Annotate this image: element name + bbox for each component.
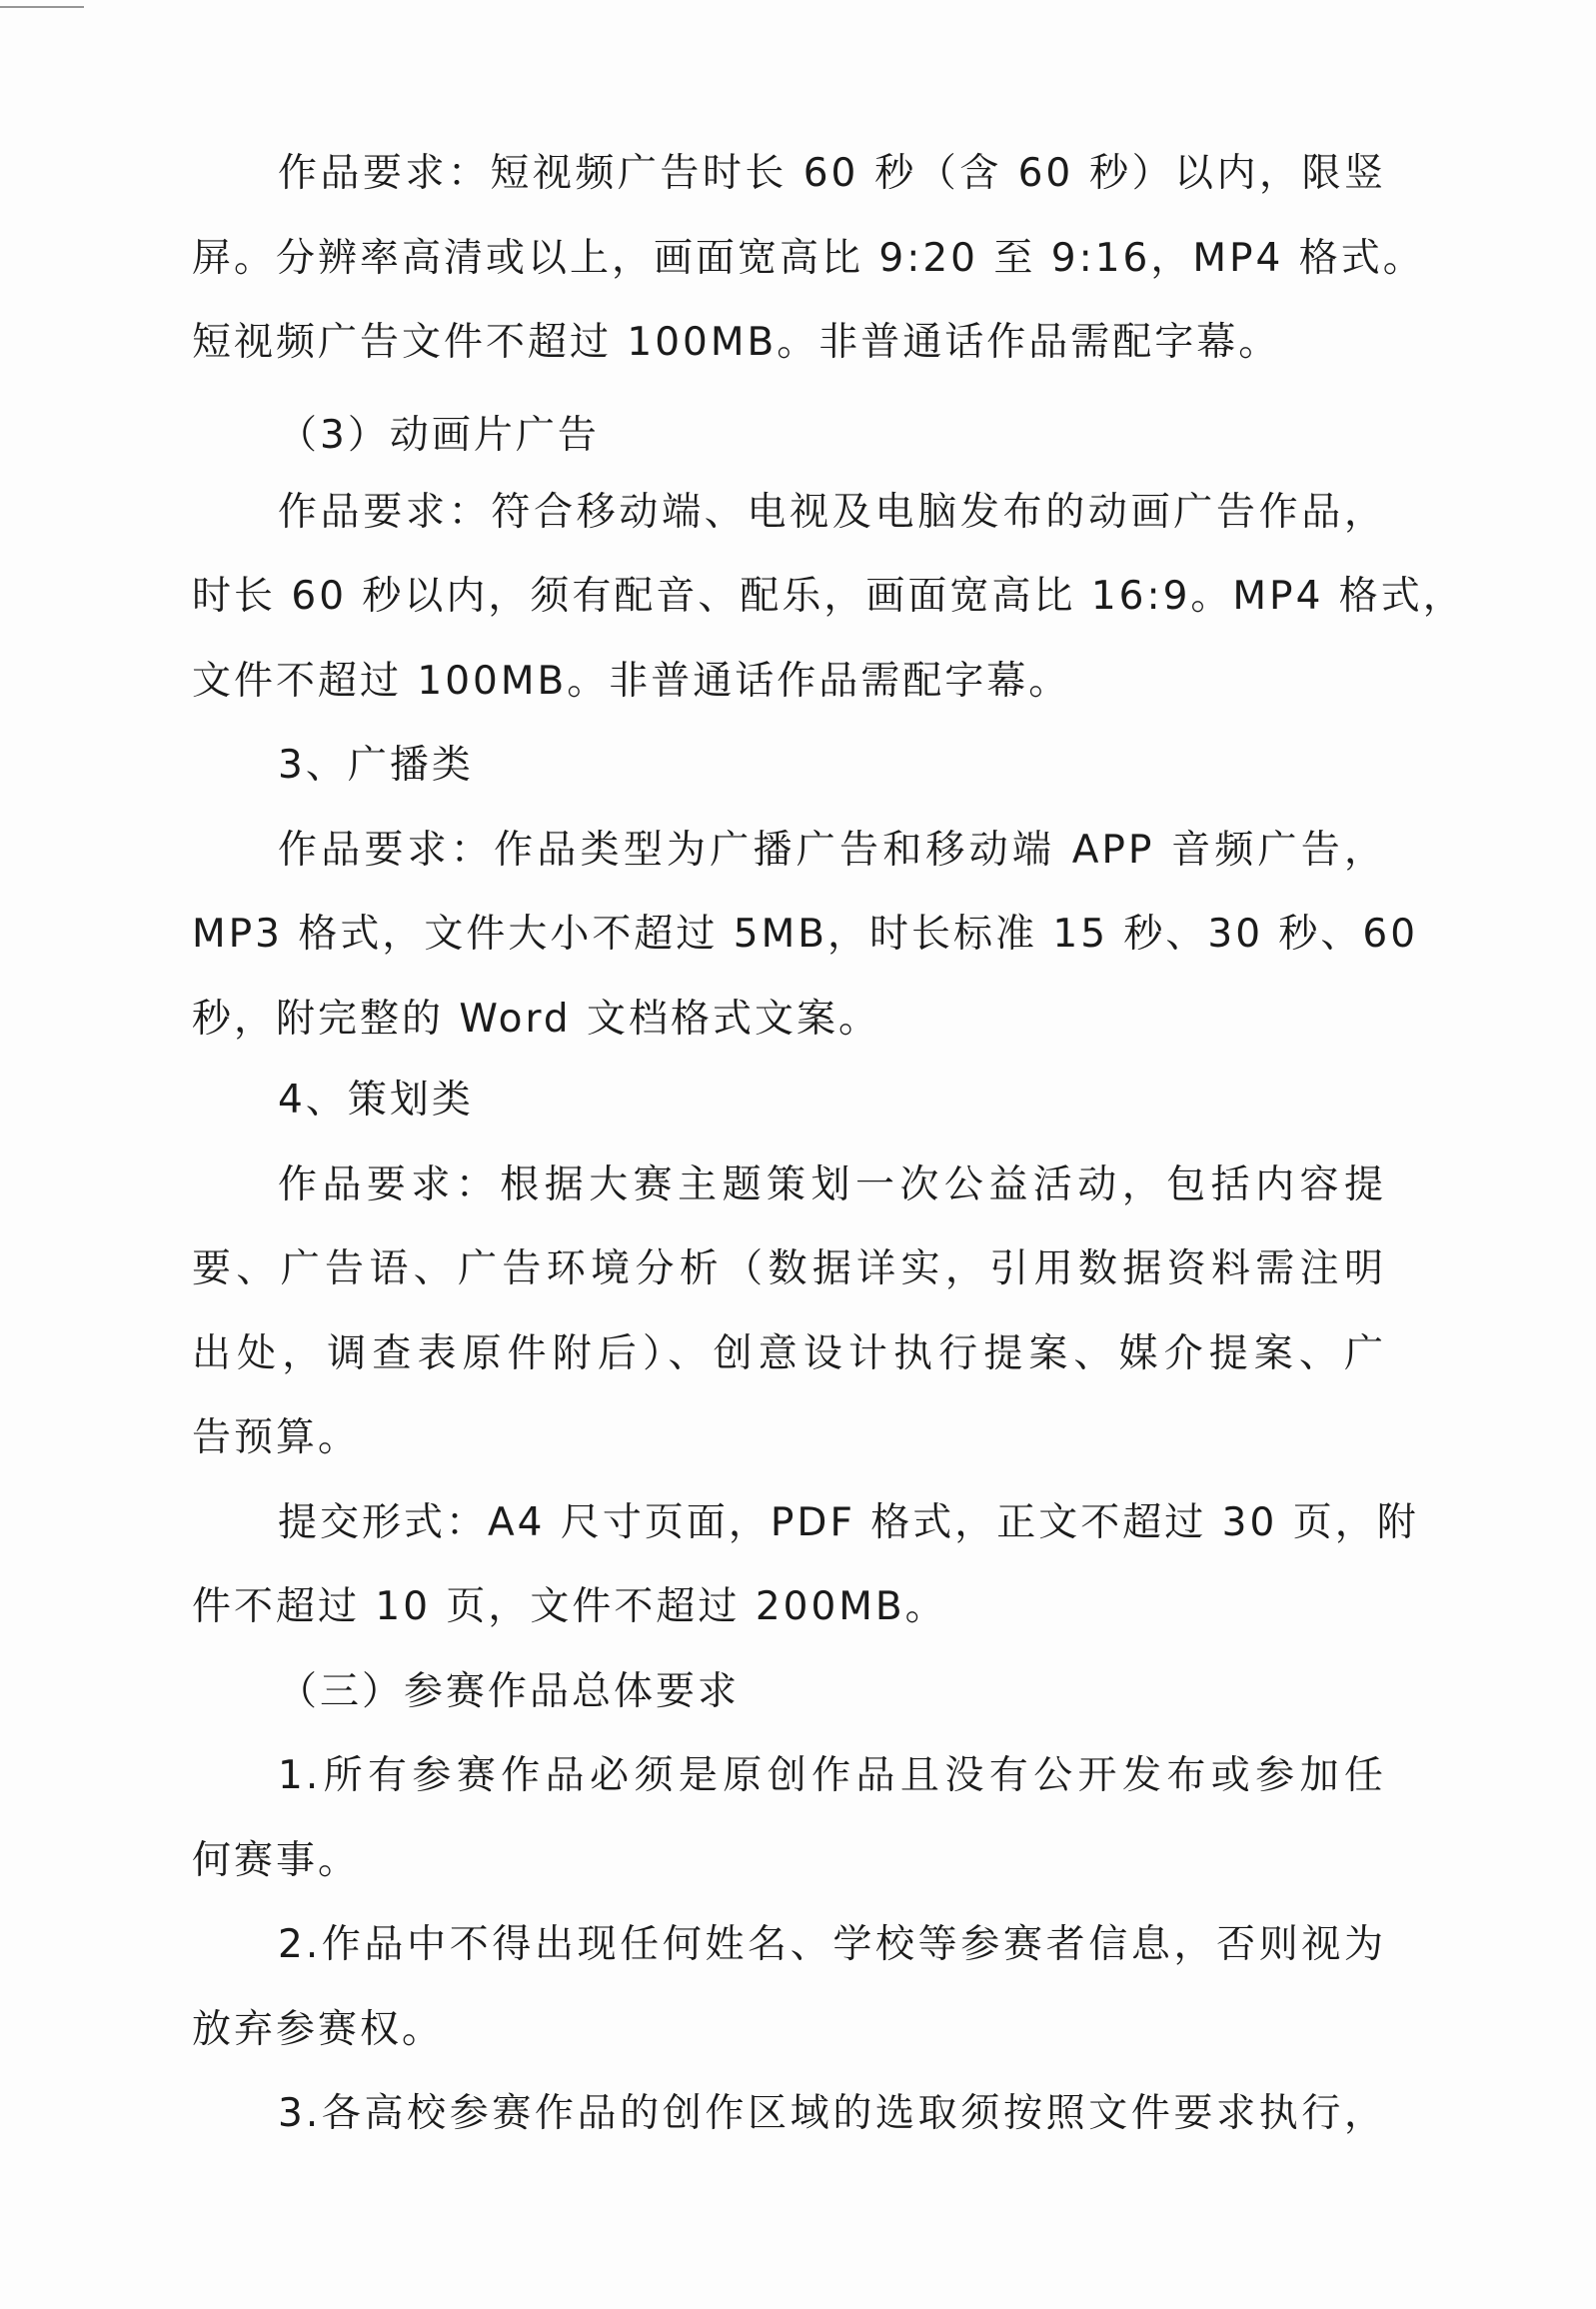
paragraph-line: 作品要求：根据大赛主题策划一次公益活动，包括内容提: [278, 1162, 1386, 1207]
paragraph-line: 秒，附完整的 Word 文档格式文案。: [192, 997, 881, 1042]
category-heading: 3、广播类: [278, 743, 474, 788]
paragraph-line: 1.所有参赛作品必须是原创作品且没有公开发布或参加任: [278, 1753, 1386, 1798]
paragraph-line: 放弃参赛权。: [192, 2007, 445, 2052]
paragraph-line: 告预算。: [192, 1415, 361, 1460]
paragraph-line: 时长 60 秒以内，须有配音、配乐，画面宽高比 16:9。MP4 格式，: [192, 574, 1465, 619]
paragraph-line: 屏。分辨率高清或以上，画面宽高比 9:20 至 9:16，MP4 格式。: [192, 236, 1425, 281]
paragraph-line: 出处，调查表原件附后）、创意设计执行提案、媒介提案、广: [192, 1331, 1386, 1376]
paragraph-line: 短视频广告文件不超过 100MB。非普通话作品需配字幕。: [192, 320, 1281, 365]
paragraph-line: 提交形式：A4 尺寸页面，PDF 格式，正文不超过 30 页，附: [278, 1500, 1419, 1545]
category-heading: 4、策划类: [278, 1078, 474, 1123]
corner-rule-mark: [0, 6, 84, 8]
paragraph-line: 3.各高校参赛作品的创作区域的选取须按照文件要求执行，: [278, 2091, 1386, 2136]
subsection-heading: （3）动画片广告: [278, 413, 600, 458]
paragraph-line: 2.作品中不得出现任何姓名、学校等参赛者信息，否则视为: [278, 1922, 1386, 1967]
paragraph-line: 件不超过 10 页，文件不超过 200MB。: [192, 1584, 947, 1629]
paragraph-line: 何赛事。: [192, 1838, 361, 1883]
paragraph-line: 文件不超过 100MB。非普通话作品需配字幕。: [192, 659, 1071, 704]
paragraph-line: MP3 格式，文件大小不超过 5MB，时长标准 15 秒、30 秒、60: [192, 912, 1419, 957]
paragraph-line: 作品要求：短视频广告时长 60 秒（含 60 秒）以内，限竖: [278, 151, 1386, 196]
paragraph-line: 作品要求：作品类型为广播广告和移动端 APP 音频广告，: [278, 828, 1386, 873]
paragraph-line: 要、广告语、广告环境分析（数据详实，引用数据资料需注明: [192, 1246, 1386, 1291]
paragraph-line: 作品要求：符合移动端、电视及电脑发布的动画广告作品，: [278, 490, 1386, 535]
section-heading: （三）参赛作品总体要求: [278, 1669, 741, 1714]
